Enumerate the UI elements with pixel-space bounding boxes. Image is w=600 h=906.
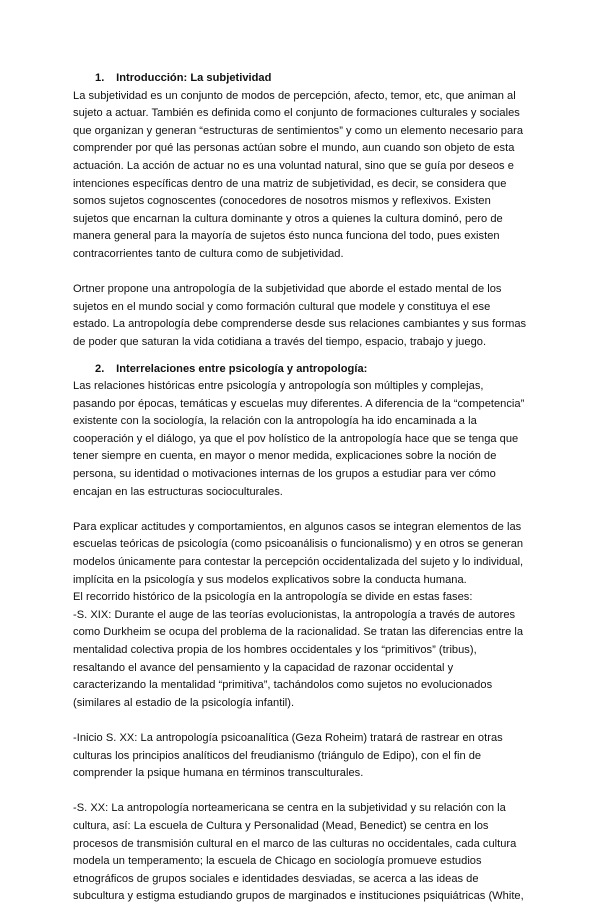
paragraph: Las relaciones históricas entre psicología y antropología son múltiples y complejas, pasando por épocas, temáticas y escuelas muy diferentes. A diferencia de la “competencia” existente con la sociología, la relación con la antropología ha ido encaminada a la cooperación y el diálogo, ya que el pov holístico de la antropología hace que se tenga que tener siempre en cuenta, en mayor o menor medida, explicaciones sobre la noción de persona, su identidad o motivaciones internas de los grupos a estudiar para ver cómo encajan en las estructuras socioculturales. bbox=[73, 380, 525, 498]
document-page bbox=[73, 70, 529, 906]
section-number: 2. bbox=[95, 362, 105, 375]
paragraph: La subjetividad es un conjunto de modos de percepción, afecto, temor, etc, que animan al sujeto a actuar. También es definida como el conjunto de formaciones culturales y sociales que organizan y generan “estructuras de sentimientos” y como un elemento necesario para comprender por qué las personas actúan sobre el mundo, aun cuando son objeto de esta actuación. La acción de actuar no es una voluntad natural, sino que se guía por deseos e intenciones específicas dentro de una matriz de subjetividad, es decir, se considera que somos sujetos cognoscentes (conocedores de nosotros mismos y reflexivos. Existen sujetos que encarnan la cultura dominante y otros a quienes la cultura dominó, pero de manera general para la mayoría de sujetos ésto nunca funciona del todo, pues existen contracorrientes tanto de cultura como de subjetividad. bbox=[73, 89, 524, 260]
section-heading-2 bbox=[73, 361, 529, 379]
paragraph: El recorrido histórico de la psicología en la antropología se divide en estas fases: bbox=[73, 591, 473, 604]
paragraph: Para explicar actitudes y comportamientos, en algunos casos se integran elementos de las escuelas teóricas de psicología (como psicoanálisis o funcionalismo) y en otros se generan modelos únicamente para contestar la percepción occidentalizada del sujeto y lo individual, implícita en la psicología y sus modelos explicativos sobre la conducta humana. bbox=[73, 520, 524, 586]
list-item-phase: -S. XIX: Durante el auge de las teorías evolucionistas, la antropología a través de autores como Durkheim se ocupa del problema de la racionalidad. Se tratan las diferencias entre la mentalidad colectiva propia de los hombres occidentales y los “primitivos” (tribus), resaltando el avance del pensamiento y la capacidad de razonar occidental y caracterizando la mentalidad “primitiva”, tachándolos como sujetos no evolucionados (similares al estadio de la psicología infantil). bbox=[73, 608, 524, 709]
section-title: Interrelaciones entre psicología y antropología: bbox=[116, 362, 368, 375]
section-number: 1. bbox=[95, 72, 105, 84]
list-item-phase: -S. XX: La antropología norteamericana se centra en la subjetividad y su relación con la cultura, así: La escuela de Cultura y Personalidad (Mead, Benedict) se centra en los procesos de transmisión cultural en el marco de las culturas no occidentales, cada cultura modela un temperamento; la escuela de Chicago en sociología promueve estudios etnográficos de grupos sociales e identidades desviadas, se acerca a las ideas de subcultura y estigma estudiando grupos de marginados e instituciones psiquiátricas (White, bbox=[73, 802, 524, 903]
paragraph: Ortner propone una antropología de la subjetividad que aborde el estado mental de los sujetos en el mundo social y como formación cultural que modele y constituya el ese estado. La antropología debe comprenderse desde sus relaciones cambiantes y sus formas de poder que saturan la vida cotidiana a través del tiempo, espacio, trabajo y juego. bbox=[73, 283, 527, 348]
section-heading-1 bbox=[73, 70, 529, 88]
section-title: Introducción: La subjetividad bbox=[116, 72, 272, 84]
list-item-phase: -Inicio S. XX: La antropología psicoanalítica (Geza Roheim) tratará de rastrear en otras culturas los principios analíticos del freudianismo (triángulo de Edipo), con el fin de comprender la psique humana en términos transculturales. bbox=[73, 731, 503, 780]
